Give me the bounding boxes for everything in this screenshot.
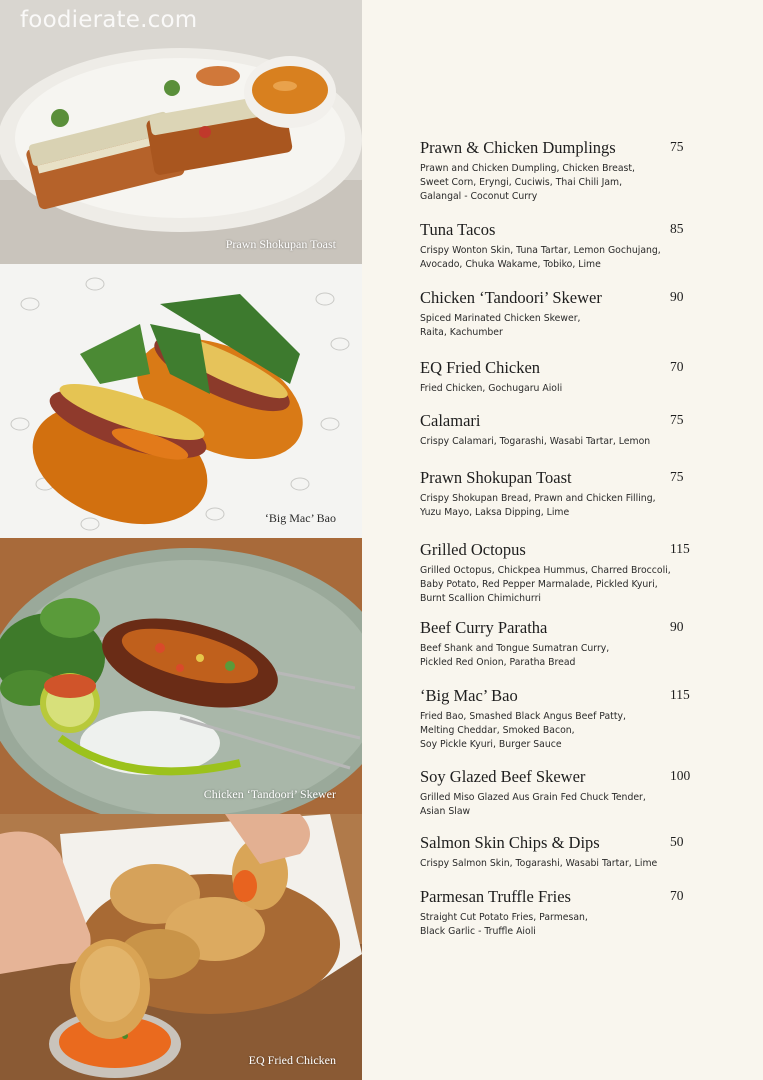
desc-line: Crispy Calamari, Togarashi, Wasabi Tartar, Lemon [420, 436, 651, 447]
menu-item-name: Grilled Octopus [420, 540, 526, 559]
menu-item-description [420, 382, 720, 396]
desc-line: Grilled Miso Glazed Aus Grain Fed Chuck Tender, [420, 792, 646, 803]
menu-item-description [420, 857, 720, 871]
desc-line: Pickled Red Onion, Paratha Bread [420, 657, 576, 668]
menu-item-name: ‘Big Mac’ Bao [420, 686, 518, 705]
menu-item-price: 70 [670, 888, 684, 903]
desc-line: Prawn and Chicken Dumpling, Chicken Breast, [420, 163, 635, 174]
menu-item-name: Parmesan Truffle Fries [420, 887, 571, 906]
menu-item-description [420, 435, 720, 449]
tandoori-skewer-image [0, 538, 362, 814]
desc-line: Sweet Corn, Eryngi, Cuciwis, Thai Chili Jam, [420, 177, 623, 188]
photo-caption: Prawn Shokupan Toast [225, 237, 336, 251]
menu-item-name: Prawn & Chicken Dumplings [420, 138, 616, 157]
menu-item [420, 887, 730, 939]
menu-item-name: Soy Glazed Beef Skewer [420, 767, 586, 786]
desc-line: Black Garlic - Truffle Aioli [420, 926, 536, 937]
menu-item-description [420, 642, 720, 670]
desc-line: Fried Bao, Smashed Black Angus Beef Patty, [420, 711, 626, 722]
desc-line: Crispy Wonton Skin, Tuna Tartar, Lemon Gochujang, [420, 245, 661, 256]
desc-line: Baby Potato, Red Pepper Marmalade, Pickled Kyuri, [420, 579, 658, 590]
menu-item-price: 100 [670, 768, 691, 783]
menu-item-description [420, 911, 720, 939]
menu-item-name: Calamari [420, 411, 481, 430]
menu-item-price: 85 [670, 221, 684, 236]
menu-item-price: 90 [670, 619, 684, 634]
desc-line: Beef Shank and Tongue Sumatran Curry, [420, 643, 610, 654]
menu-item-price: 115 [670, 541, 690, 556]
menu-item [420, 468, 730, 520]
photo-caption: ‘Big Mac’ Bao [264, 511, 336, 525]
menu-item [420, 618, 730, 670]
menu-item [420, 138, 730, 204]
menu-item [420, 540, 730, 606]
menu-item-price: 90 [670, 289, 684, 304]
menu-item [420, 288, 730, 340]
desc-line: Melting Cheddar, Smoked Bacon, [420, 725, 575, 736]
photo-prawn-shokupan-toast [0, 0, 362, 264]
watermark-text: foodierate.com [20, 7, 198, 33]
desc-line: Burnt Scallion Chimichurri [420, 593, 541, 604]
menu-item [420, 686, 730, 752]
fried-chicken-image [0, 814, 362, 1080]
desc-line: Grilled Octopus, Chickpea Hummus, Charred Broccoli, [420, 565, 671, 576]
photo-caption: EQ Fried Chicken [248, 1053, 336, 1067]
desc-line: Yuzu Mayo, Laksa Dipping, Lime [420, 507, 570, 518]
prawn-toast-image [0, 0, 362, 264]
menu-item-description [420, 492, 720, 520]
desc-line: Avocado, Chuka Wakame, Tobiko, Lime [420, 259, 601, 270]
menu-item-price: 75 [670, 139, 684, 154]
desc-line: Fried Chicken, Gochugaru Aioli [420, 383, 563, 394]
menu-item-name: Beef Curry Paratha [420, 618, 548, 637]
menu-item-description [420, 244, 720, 272]
menu-item-name: Prawn Shokupan Toast [420, 468, 572, 487]
menu-item-name: Salmon Skin Chips & Dips [420, 833, 600, 852]
desc-line: Raita, Kachumber [420, 327, 503, 338]
menu-item [420, 833, 730, 871]
desc-line: Asian Slaw [420, 806, 471, 817]
photo-column [0, 0, 362, 1080]
desc-line: Straight Cut Potato Fries, Parmesan, [420, 912, 588, 923]
menu-item-description [420, 564, 720, 606]
desc-line: Crispy Salmon Skin, Togarashi, Wasabi Tartar, Lime [420, 858, 658, 869]
menu-item [420, 767, 730, 819]
menu-item-price: 75 [670, 412, 684, 427]
menu-item-name: EQ Fried Chicken [420, 358, 541, 377]
menu-item-description [420, 162, 720, 204]
photo-chicken-tandoori-skewer [0, 538, 362, 814]
menu-item-price: 50 [670, 834, 684, 849]
photo-big-mac-bao [0, 264, 362, 538]
menu-item [420, 220, 730, 272]
menu-item-price: 70 [670, 359, 684, 374]
menu-item-price: 75 [670, 469, 684, 484]
menu-item-description [420, 791, 720, 819]
menu-item-name: Chicken ‘Tandoori’ Skewer [420, 288, 602, 307]
desc-line: Galangal - Coconut Curry [420, 191, 538, 202]
photo-eq-fried-chicken [0, 814, 362, 1080]
menu-item [420, 411, 730, 449]
menu-item [420, 358, 730, 396]
menu-item-price: 115 [670, 687, 690, 702]
desc-line: Crispy Shokupan Bread, Prawn and Chicken Filling, [420, 493, 656, 504]
menu-item-description [420, 312, 720, 340]
big-mac-bao-image [0, 264, 362, 538]
desc-line: Soy Pickle Kyuri, Burger Sauce [420, 739, 562, 750]
photo-caption: Chicken ‘Tandoori’ Skewer [203, 787, 336, 801]
menu-item-description [420, 710, 720, 752]
menu-item-name: Tuna Tacos [420, 220, 496, 239]
desc-line: Spiced Marinated Chicken Skewer, [420, 313, 581, 324]
